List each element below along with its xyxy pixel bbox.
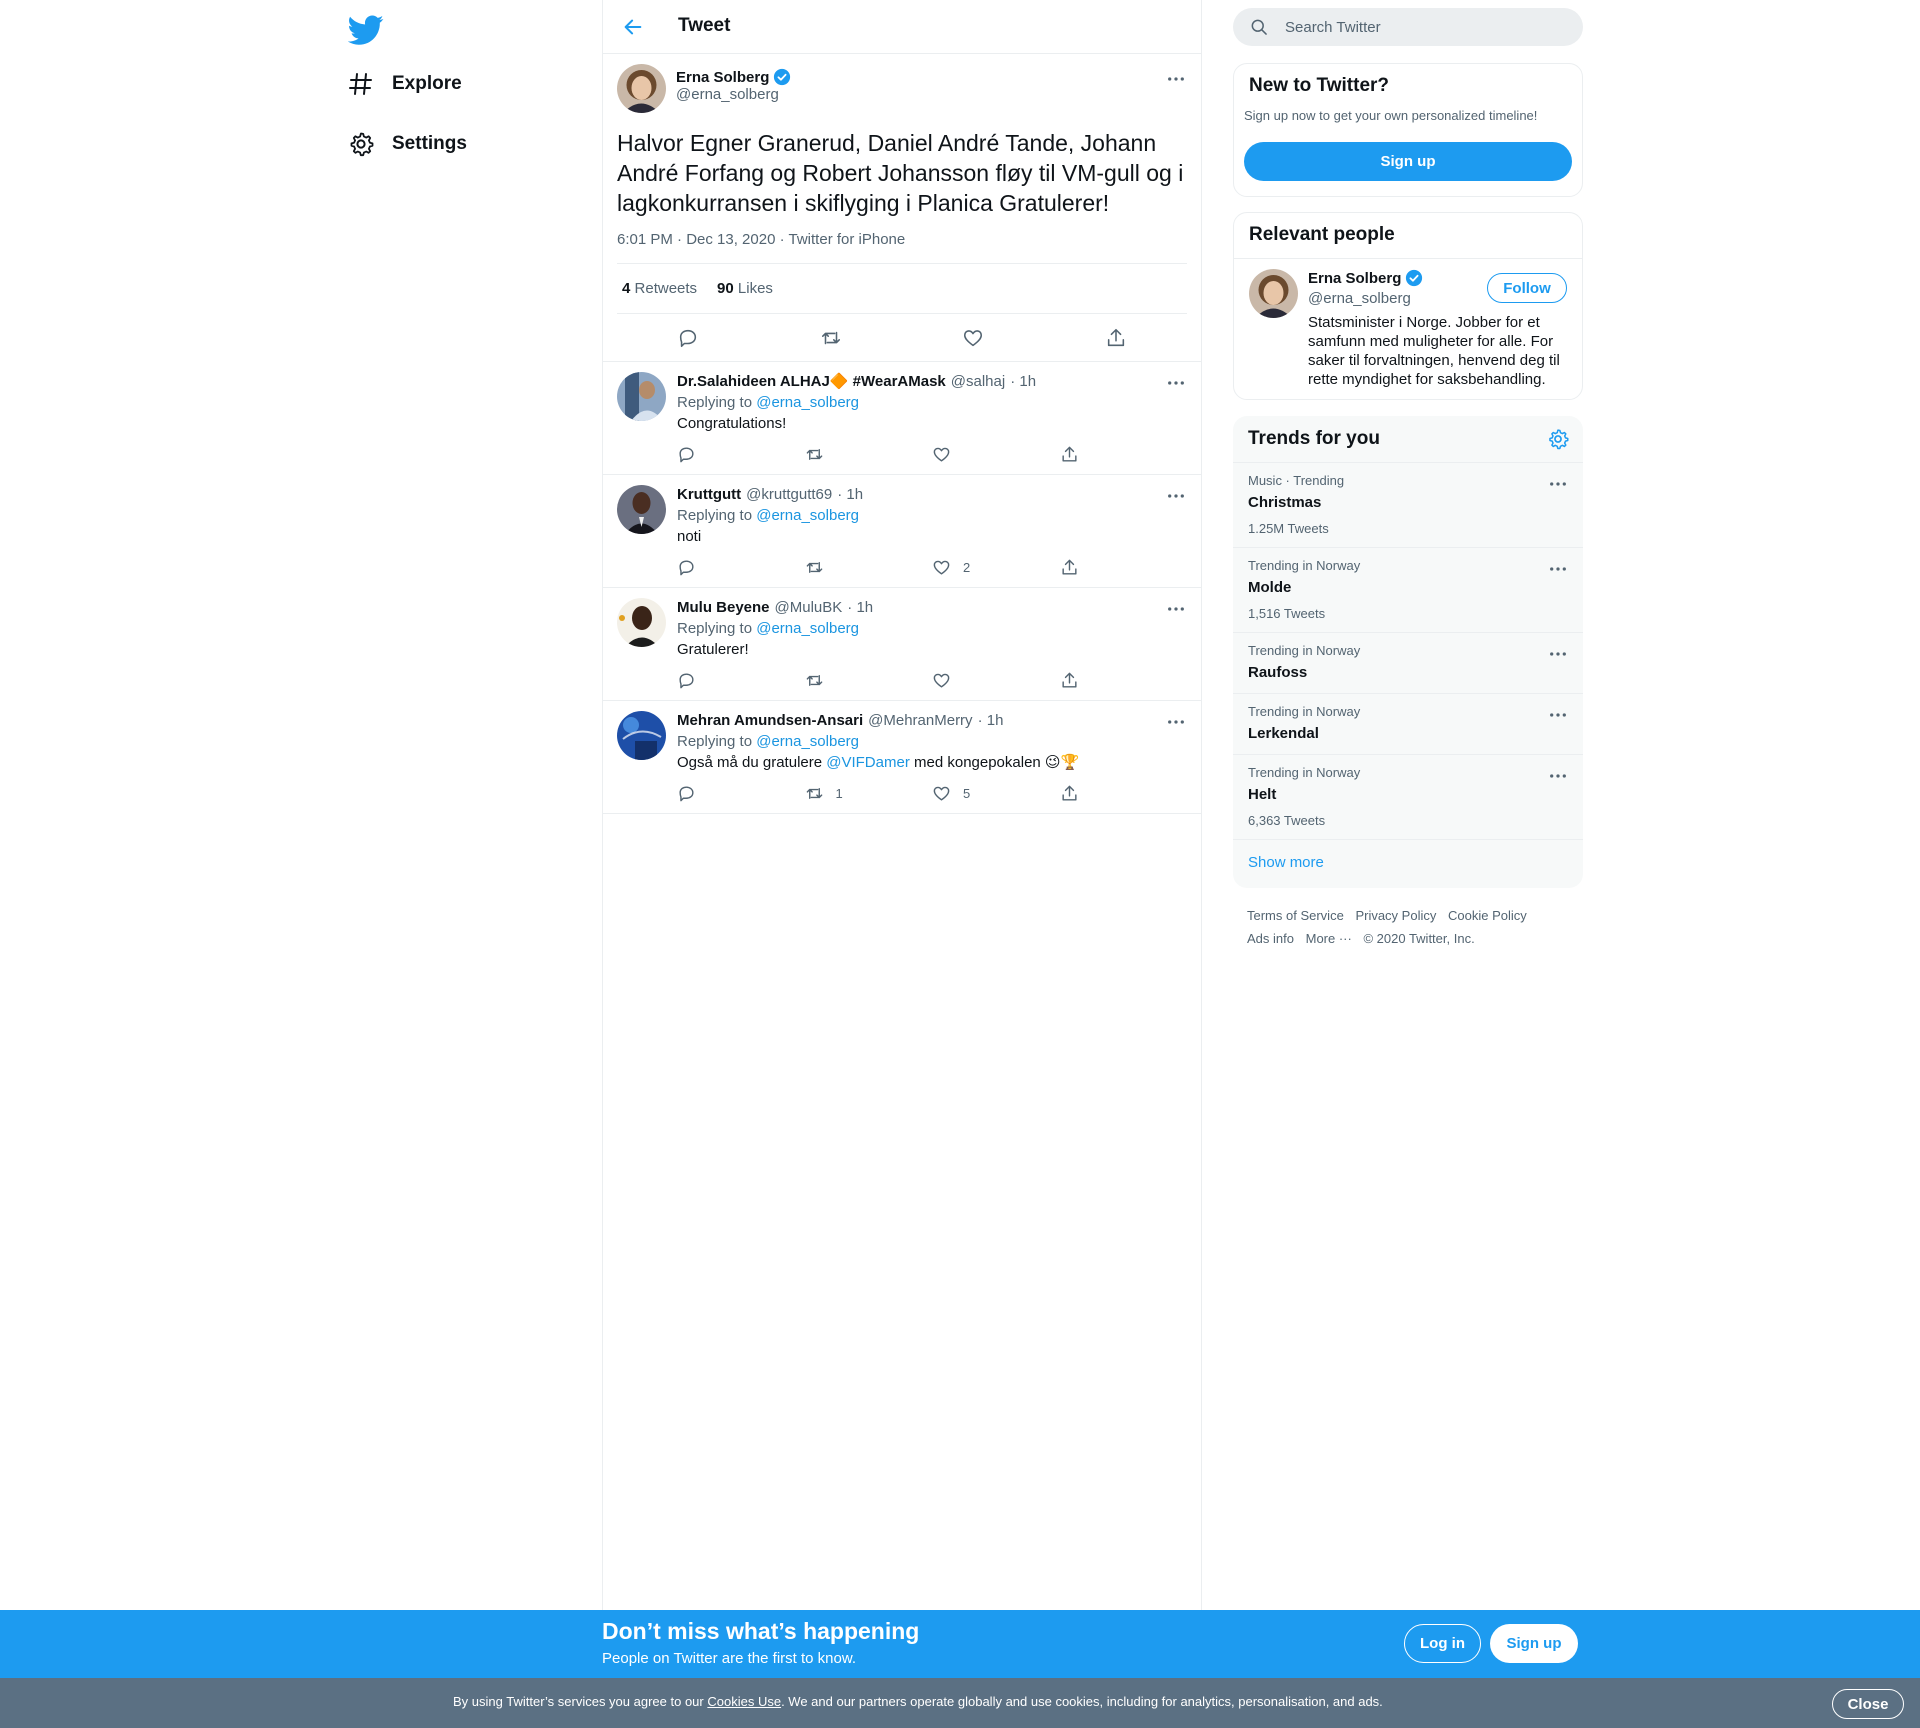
trend-name: Christmas — [1248, 494, 1322, 511]
reply-author-name[interactable]: Mehran Amundsen-Ansari — [677, 712, 864, 729]
more-options-icon[interactable] — [1547, 473, 1569, 495]
trend-count: 1.25M Tweets — [1248, 521, 1329, 536]
share-button[interactable] — [1060, 445, 1188, 464]
person-name[interactable]: Erna Solberg — [1308, 269, 1402, 287]
replying-to-label: Replying to — [677, 733, 753, 750]
reply-actions — [677, 434, 1187, 474]
search-input[interactable] — [1285, 19, 1545, 36]
retweet-button[interactable] — [805, 671, 933, 690]
back-arrow-icon[interactable] — [619, 13, 647, 41]
nav-explore[interactable] — [348, 64, 462, 104]
nav-settings-label: Settings — [392, 133, 467, 154]
trends-title: Trends for you — [1248, 428, 1380, 449]
retweets-label: Retweets — [634, 280, 698, 297]
cookie-banner — [0, 1678, 1920, 1728]
more-link[interactable]: More ··· — [1305, 931, 1352, 946]
replying-to — [677, 505, 1187, 526]
like-button[interactable] — [932, 558, 1060, 577]
twitter-bird-icon[interactable] — [348, 12, 384, 48]
retweet-count: 1 — [835, 785, 843, 801]
trend-name: Helt — [1248, 786, 1277, 803]
show-more-link[interactable] — [1233, 839, 1583, 888]
replying-to-mention[interactable]: @erna_solberg — [756, 733, 860, 750]
trend-name: Lerkendal — [1248, 725, 1319, 742]
verified-badge-icon — [773, 68, 791, 86]
main-column — [602, 0, 1202, 1610]
retweets-stat[interactable] — [622, 280, 697, 297]
like-heart-icon[interactable] — [961, 326, 985, 350]
more-options-icon[interactable] — [1165, 68, 1187, 90]
reply-text — [677, 752, 1187, 773]
privacy-link[interactable]: Privacy Policy — [1355, 908, 1437, 923]
replying-to-label: Replying to — [677, 507, 753, 524]
trend-context: Trending in Norway — [1248, 558, 1361, 573]
tweet-header — [603, 0, 1201, 54]
search-icon — [1249, 17, 1285, 37]
reply-button[interactable] — [677, 784, 805, 803]
tweet-text: Halvor Egner Granerud, Daniel André Tande, Johann André Forfang og Robert Johansson fløy til VM-gull og i lagkonkurransen i skiflyging i Planica Gratulerer! — [617, 130, 1184, 216]
more-options-icon[interactable] — [1547, 643, 1569, 665]
relevant-people-card — [1233, 212, 1583, 400]
likes-label: Likes — [737, 280, 773, 297]
signup-button[interactable]: Sign up — [1244, 142, 1572, 181]
show-more-label: Show more — [1248, 854, 1324, 871]
trend-context: Trending in Norway — [1248, 704, 1361, 719]
more-options-icon[interactable] — [1165, 485, 1187, 507]
share-icon[interactable] — [1104, 326, 1128, 350]
more-options-icon[interactable] — [1547, 765, 1569, 787]
reply-text-mention[interactable]: @VIFDamer — [826, 754, 910, 771]
trend-context: Music · Trending — [1248, 473, 1345, 488]
tweet-timestamp[interactable]: 6:01 PM · Dec 13, 2020 — [617, 231, 776, 248]
replying-to — [677, 618, 1187, 639]
nav-explore-label: Explore — [392, 73, 462, 94]
likes-count: 90 — [717, 280, 734, 297]
divider — [1234, 258, 1583, 259]
replying-to-label: Replying to — [677, 620, 753, 637]
reply-icon[interactable] — [676, 326, 700, 350]
avatar[interactable] — [1249, 269, 1298, 318]
trend-item[interactable] — [1233, 632, 1583, 693]
reply-text: noti — [677, 528, 702, 545]
author-name[interactable]: Erna Solberg — [676, 68, 770, 86]
share-button[interactable] — [1060, 671, 1188, 690]
replying-to-mention[interactable]: @erna_solberg — [756, 394, 860, 411]
tweet-actions — [603, 314, 1201, 362]
reply-time[interactable]: · 1h — [1010, 373, 1037, 390]
new-to-twitter-title: New to Twitter? — [1249, 75, 1390, 96]
person-handle[interactable]: @erna_solberg — [1308, 290, 1411, 307]
share-button[interactable] — [1060, 558, 1188, 577]
nav-settings[interactable] — [348, 124, 467, 164]
gear-icon — [348, 131, 374, 157]
page-title: Tweet — [678, 15, 731, 36]
more-options-icon[interactable] — [1165, 711, 1187, 733]
trend-context: Trending in Norway — [1248, 765, 1361, 780]
more-options-icon[interactable] — [1165, 372, 1187, 394]
trends-settings-gear-icon[interactable] — [1547, 428, 1569, 450]
more-options-icon[interactable] — [1547, 704, 1569, 726]
cookie-policy-link[interactable]: Cookie Policy — [1447, 908, 1527, 923]
trend-name: Molde — [1248, 579, 1292, 596]
like-count: 5 — [963, 785, 971, 801]
banner-signup-button[interactable]: Sign up — [1490, 1624, 1578, 1663]
reply-actions — [677, 660, 1187, 700]
cookie-text-end: . We and our partners operate globally and use cookies, including for analytics, personalisation, and ads. — [781, 1694, 1383, 1709]
avatar[interactable] — [617, 64, 666, 113]
reply-text-start: Også må du gratulere — [677, 754, 823, 771]
reply-time[interactable]: · 1h — [837, 486, 864, 503]
trend-count: 1,516 Tweets — [1248, 606, 1326, 621]
reply-text-end: med kongepokalen 😉🏆 — [914, 754, 1080, 771]
reply-author-handle[interactable]: @kruttgutt69 — [746, 486, 833, 503]
reply-button[interactable] — [677, 445, 805, 464]
reply-author-handle[interactable]: @MuluBK — [774, 599, 843, 616]
cookie-close-button[interactable]: Close — [1832, 1689, 1904, 1719]
trend-context: Trending in Norway — [1248, 643, 1361, 658]
cookie-text-start: By using Twitter’s services you agree to our — [453, 1694, 704, 1709]
reply-author-handle[interactable]: @salhaj — [950, 373, 1006, 390]
reply-tweet[interactable] — [603, 475, 1201, 588]
reply-actions — [677, 547, 1187, 587]
reply-time[interactable]: · 1h — [977, 712, 1004, 729]
like-button[interactable] — [932, 784, 1060, 803]
reply-tweet[interactable] — [603, 362, 1201, 475]
reply-text: Congratulations! — [677, 415, 787, 432]
replying-to-label: Replying to — [677, 394, 753, 411]
retweet-button[interactable] — [805, 784, 933, 803]
new-to-twitter-card — [1233, 63, 1583, 197]
hashtag-icon — [348, 71, 374, 97]
reply-button[interactable] — [677, 558, 805, 577]
signup-banner-subtitle: People on Twitter are the first to know. — [602, 1650, 857, 1667]
likes-stat[interactable] — [717, 280, 773, 297]
reply-actions — [677, 773, 1187, 813]
replying-to — [677, 731, 1187, 752]
tweet-timestamp-row: 6:01 PM · Dec 13, 2020 · Twitter for iPhone — [617, 231, 1187, 264]
trend-item[interactable] — [1233, 693, 1583, 754]
follow-button[interactable]: Follow — [1487, 273, 1567, 303]
like-button[interactable] — [932, 445, 1060, 464]
ads-info-link[interactable]: Ads info — [1247, 931, 1294, 946]
replying-to-mention[interactable]: @erna_solberg — [756, 620, 860, 637]
retweet-icon[interactable] — [819, 326, 843, 350]
search-box[interactable] — [1233, 8, 1583, 46]
more-options-icon[interactable] — [1547, 558, 1569, 580]
avatar[interactable] — [617, 598, 666, 647]
cookies-use-link[interactable]: Cookies Use — [707, 1694, 782, 1709]
retweets-count: 4 — [622, 280, 631, 297]
signup-banner-title: Don’t miss what’s happening — [602, 1618, 920, 1644]
reply-button[interactable] — [677, 671, 805, 690]
terms-link[interactable]: Terms of Service — [1247, 908, 1344, 923]
cookie-text — [453, 1694, 1383, 1709]
footer-links — [1247, 904, 1577, 950]
reply-author-name[interactable]: Dr.Salahideen ALHAJ🔶 #WearAMask — [677, 373, 946, 390]
share-button[interactable] — [1060, 784, 1188, 803]
like-count: 2 — [963, 559, 971, 575]
like-button[interactable] — [932, 671, 1060, 690]
avatar[interactable] — [617, 372, 666, 421]
reply-author-name[interactable]: Mulu Beyene — [677, 599, 770, 616]
more-options-icon[interactable] — [1165, 598, 1187, 620]
reply-tweet[interactable] — [603, 701, 1201, 814]
person-bio: Statsminister i Norge. Jobber for et samfunn med muligheter for alle. For saker til forvaltningen, henvend deg til rette myndighet for saksbehandling. — [1308, 314, 1560, 388]
reply-author-handle[interactable]: @MehranMerry — [868, 712, 973, 729]
author-handle[interactable]: @erna_solberg — [676, 86, 779, 103]
tweet-stats — [617, 264, 1187, 314]
trends-card — [1233, 416, 1583, 888]
verified-badge-icon — [1405, 269, 1423, 287]
trend-item[interactable] — [1233, 462, 1583, 547]
new-to-twitter-subtitle: Sign up now to get your own personalized timeline! — [1244, 108, 1538, 123]
retweet-button[interactable] — [805, 445, 933, 464]
login-button[interactable]: Log in — [1404, 1624, 1481, 1663]
trend-item[interactable] — [1233, 547, 1583, 632]
copyright: © 2020 Twitter, Inc. — [1363, 931, 1475, 946]
trend-name: Raufoss — [1248, 664, 1308, 681]
signup-banner — [0, 1610, 1920, 1678]
tweet-source[interactable]: Twitter for iPhone — [788, 231, 906, 248]
reply-text: Gratulerer! — [677, 641, 749, 658]
reply-author-name[interactable]: Kruttgutt — [677, 486, 742, 503]
reply-time[interactable]: · 1h — [847, 599, 874, 616]
relevant-people-title: Relevant people — [1249, 224, 1395, 245]
avatar[interactable] — [617, 711, 666, 760]
replying-to-mention[interactable]: @erna_solberg — [756, 507, 860, 524]
reply-tweet[interactable] — [603, 588, 1201, 701]
focused-tweet — [603, 54, 1201, 362]
trend-count: 6,363 Tweets — [1248, 813, 1326, 828]
person-name-line — [1308, 269, 1423, 287]
trend-item[interactable] — [1233, 754, 1583, 839]
retweet-button[interactable] — [805, 558, 933, 577]
replying-to — [677, 392, 1187, 413]
avatar[interactable] — [617, 485, 666, 534]
